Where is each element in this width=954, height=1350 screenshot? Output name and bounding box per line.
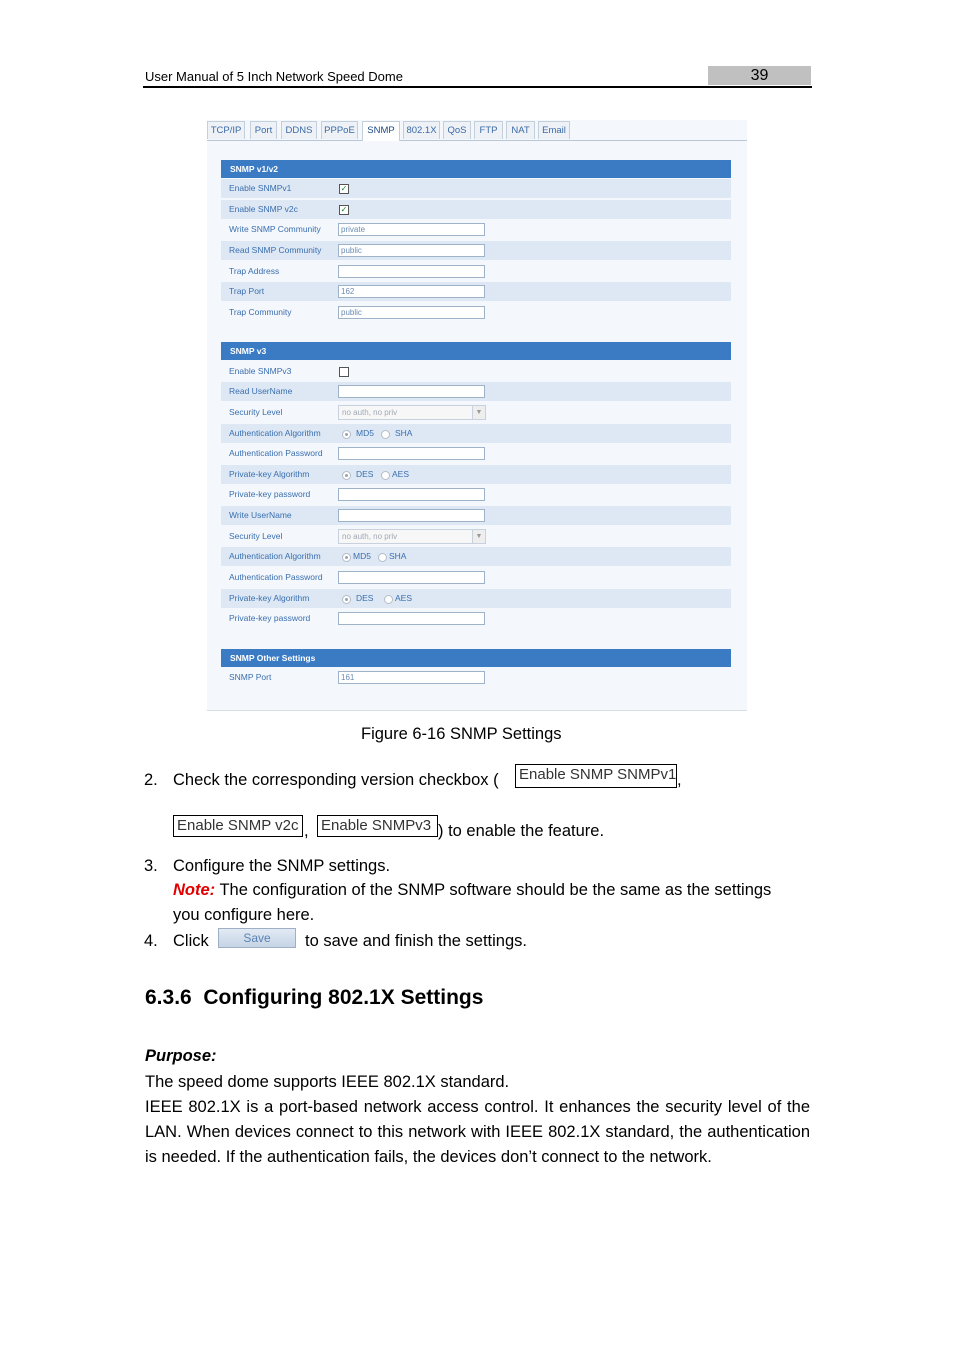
enable-snmp-v2c-inline-button: Enable SNMP v2c <box>173 815 303 837</box>
radio-des[interactable] <box>342 471 351 480</box>
step-2-text: Check the corresponding version checkbox ( <box>173 771 499 789</box>
purpose-label: Purpose: <box>145 1047 217 1065</box>
row-read-username <box>221 382 731 401</box>
checkbox-enable-v3[interactable] <box>339 367 349 377</box>
row-auth-algorithm-read <box>221 424 731 443</box>
label-enable-v2c: Enable SNMP v2c <box>229 204 298 214</box>
auth-password-input[interactable] <box>338 571 485 584</box>
tab-qos[interactable]: QoS <box>443 121 471 139</box>
tab-pppoe[interactable]: PPPoE <box>321 121 358 139</box>
row-security-level-read <box>221 403 731 422</box>
row-trap-port <box>221 282 731 301</box>
privkey-password-input[interactable] <box>338 488 485 501</box>
step-2-tail: ) to enable the feature. <box>438 822 605 840</box>
read-community-input[interactable]: public <box>338 244 485 257</box>
radio-des[interactable] <box>342 595 351 604</box>
page-number: 39 <box>750 67 769 84</box>
write-community-input[interactable]: private <box>338 223 485 236</box>
section-header-other: SNMP Other Settings <box>221 649 731 667</box>
label-auth-algorithm: Authentication Algorithm <box>229 428 321 438</box>
radio-md5[interactable] <box>342 553 351 562</box>
row-enable-v1 <box>221 179 731 198</box>
tab-bar <box>207 120 747 141</box>
tab-port[interactable]: Port <box>250 121 277 139</box>
label-privkey-password: Private-key password <box>229 613 311 623</box>
row-privkey-algorithm-write <box>221 589 731 608</box>
label-enable-v1: Enable SNMPv1 <box>229 183 292 193</box>
row-auth-algorithm-write <box>221 547 731 566</box>
tab-email[interactable]: Email <box>538 121 570 139</box>
security-level-value: no auth, no priv <box>342 532 398 541</box>
checkbox-enable-v1[interactable]: ✓ <box>340 184 348 193</box>
row-auth-password-write <box>221 568 731 587</box>
label-security-level: Security Level <box>229 531 283 541</box>
save-button: Save <box>218 928 296 948</box>
radio-aes[interactable] <box>381 471 390 480</box>
radio-sha[interactable] <box>378 553 387 562</box>
step-4-number: 4. <box>144 932 158 950</box>
radio-des-label: DES <box>356 469 374 479</box>
label-auth-algorithm: Authentication Algorithm <box>229 551 321 561</box>
step-3-number: 3. <box>144 857 158 875</box>
step-2-comma: , <box>677 771 682 789</box>
enable-snmpv1-inline-button: Enable SNMP SNMPv1 <box>515 764 677 788</box>
radio-md5[interactable] <box>342 430 351 439</box>
note-text: The configuration of the SNMP software should be the same as the settings <box>215 881 772 899</box>
radio-sha-label: SHA <box>389 551 407 561</box>
radio-sha-label: SHA <box>395 428 413 438</box>
tab-tcpip[interactable]: TCP/IP <box>207 121 245 139</box>
label-write-username: Write UserName <box>229 510 292 520</box>
section-heading: 6.3.6 Configuring 802.1X Settings <box>145 986 484 1009</box>
tab-ddns[interactable]: DDNS <box>281 121 317 139</box>
security-level-value: no auth, no priv <box>342 408 398 417</box>
radio-sha[interactable] <box>381 430 390 439</box>
security-level-select[interactable] <box>338 529 486 544</box>
radio-aes[interactable] <box>384 595 393 604</box>
radio-aes-label: AES <box>392 469 410 479</box>
paragraph-1: The speed dome supports IEEE 802.1X standard. <box>145 1073 510 1091</box>
label-privkey-algorithm: Private-key Algorithm <box>229 469 310 479</box>
step-2-comma: , <box>304 822 309 840</box>
row-enable-v2c <box>221 200 731 219</box>
note-line <box>173 880 771 900</box>
row-security-level-write <box>221 527 731 546</box>
label-trap-address: Trap Address <box>229 266 280 276</box>
label-read-community: Read SNMP Community <box>229 245 322 255</box>
radio-md5-label: MD5 <box>353 551 371 561</box>
figure-caption: Figure 6-16 SNMP Settings <box>361 725 562 743</box>
note-label: Note: <box>173 881 216 899</box>
row-enable-v3 <box>221 362 731 381</box>
label-read-username: Read UserName <box>229 386 293 396</box>
trap-community-input[interactable]: public <box>338 306 485 319</box>
tab-8021x[interactable]: 802.1X <box>403 121 440 139</box>
read-username-input[interactable] <box>338 385 485 398</box>
checkbox-enable-v2c[interactable]: ✓ <box>340 205 348 214</box>
row-privkey-algorithm-read <box>221 465 731 484</box>
chevron-down-icon: ▼ <box>472 530 485 543</box>
label-privkey-algorithm: Private-key Algorithm <box>229 593 310 603</box>
label-auth-password: Authentication Password <box>229 572 323 582</box>
privkey-password-input[interactable] <box>338 612 485 625</box>
header-rule <box>143 86 812 88</box>
label-privkey-password: Private-key password <box>229 489 311 499</box>
tab-nat[interactable]: NAT <box>506 121 535 139</box>
row-privkey-password-read <box>221 485 731 504</box>
label-security-level: Security Level <box>229 407 283 417</box>
auth-password-input[interactable] <box>338 447 485 460</box>
row-snmp-port <box>221 668 731 687</box>
radio-aes-label: AES <box>395 593 413 603</box>
row-auth-password-read <box>221 444 731 463</box>
snmp-port-input[interactable]: 161 <box>338 671 485 684</box>
row-trap-address <box>221 262 731 281</box>
snmp-settings-screenshot <box>207 120 747 711</box>
trap-port-input[interactable]: 162 <box>338 285 485 298</box>
label-auth-password: Authentication Password <box>229 448 323 458</box>
section-header-v3: SNMP v3 <box>221 342 731 360</box>
note-text-continued: you configure here. <box>173 906 315 924</box>
row-privkey-password-write <box>221 609 731 628</box>
step-4-text: to save and finish the settings. <box>305 932 527 950</box>
trap-address-input[interactable] <box>338 265 485 278</box>
tab-ftp[interactable]: FTP <box>474 121 503 139</box>
row-read-community <box>221 241 731 260</box>
label-write-community: Write SNMP Community <box>229 224 321 234</box>
page-header-title: User Manual of 5 Inch Network Speed Dome <box>145 69 403 84</box>
step-3-text: Configure the SNMP settings. <box>173 857 391 875</box>
label-trap-port: Trap Port <box>229 286 265 296</box>
row-trap-community <box>221 303 731 322</box>
step-4-click: Click <box>173 932 209 950</box>
label-snmp-port: SNMP Port <box>229 672 272 682</box>
radio-des-label: DES <box>356 593 374 603</box>
write-username-input[interactable] <box>338 509 485 522</box>
row-write-username <box>221 506 731 525</box>
chevron-down-icon: ▼ <box>472 406 485 419</box>
radio-md5-label: MD5 <box>356 428 374 438</box>
paragraph-2: IEEE 802.1X is a port-based network access control. It enhances the security level of the LAN. When devices connect to this network with IEEE 802.1X standard, the authentication is needed. If the authentication fails, the devices don’t connect to the network. <box>145 1098 810 1166</box>
security-level-select[interactable] <box>338 405 486 420</box>
tab-snmp[interactable]: SNMP <box>362 121 400 141</box>
step-2-number: 2. <box>144 771 158 789</box>
label-trap-community: Trap Community <box>229 307 292 317</box>
enable-snmpv3-inline-button: Enable SNMPv3 <box>317 815 438 837</box>
label-enable-v3: Enable SNMPv3 <box>229 366 292 376</box>
row-write-community <box>221 220 731 239</box>
section-header-v1v2: SNMP v1/v2 <box>221 160 731 178</box>
